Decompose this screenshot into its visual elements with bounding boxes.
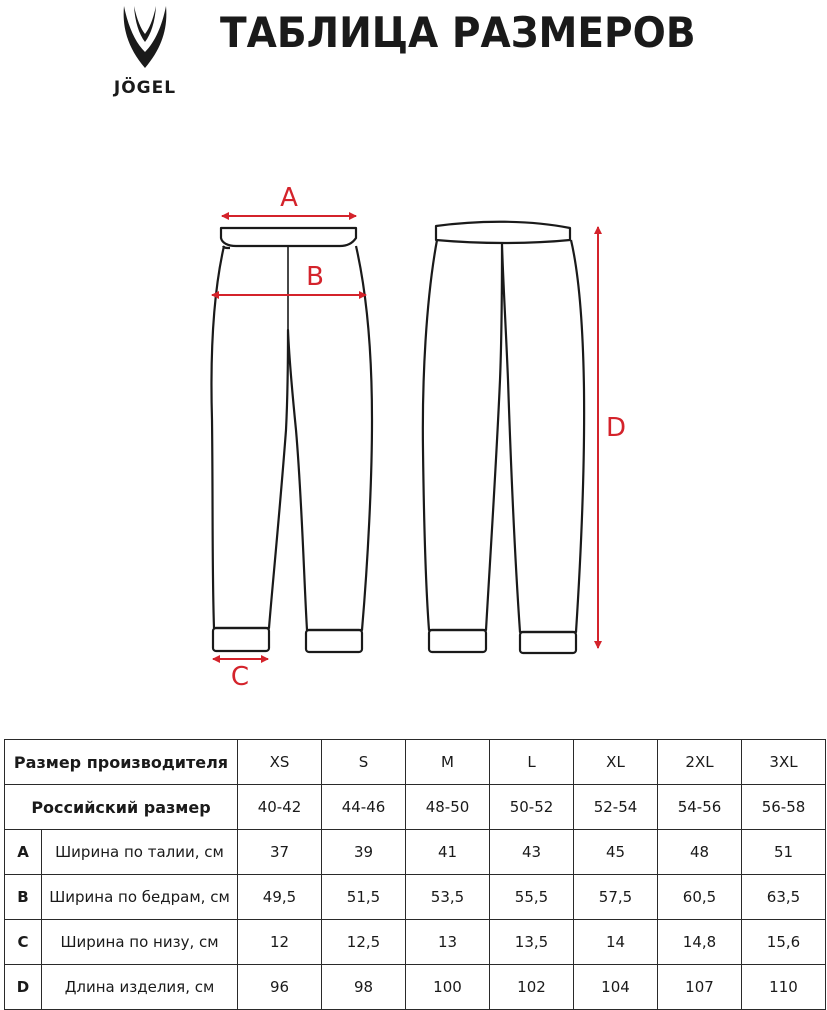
- table-cell: 51: [742, 830, 826, 875]
- row-label: Ширина по талии, см: [55, 843, 224, 861]
- table-cell: 55,5: [490, 875, 574, 920]
- pants-measurement-diagram: [0, 170, 827, 710]
- ru-size-cell: 52-54: [574, 785, 658, 830]
- table-cell: 98: [322, 965, 406, 1010]
- row-label: Длина изделия, см: [64, 978, 215, 996]
- table-cell: 100: [406, 965, 490, 1010]
- measure-arrow-b: [212, 262, 366, 295]
- page-title: ТАБЛИЦА РАЗМЕРОВ: [220, 8, 696, 57]
- jogel-emblem-icon: [120, 4, 170, 72]
- table-cell: 102: [490, 965, 574, 1010]
- ru-size-cell: 44-46: [322, 785, 406, 830]
- ru-size-cell: 54-56: [658, 785, 742, 830]
- maker-size-cell: L: [490, 740, 574, 785]
- ru-size-cell: 40-42: [238, 785, 322, 830]
- pants-front-view: [212, 228, 373, 652]
- table-cell: 41: [406, 830, 490, 875]
- maker-size-cell: S: [322, 740, 406, 785]
- measure-arrow-a: [222, 183, 356, 216]
- table-cell: 13: [406, 920, 490, 965]
- table-cell: 110: [742, 965, 826, 1010]
- table-cell: 104: [574, 965, 658, 1010]
- brand-logo: [92, 4, 198, 96]
- maker-size-label: Размер производителя: [5, 740, 238, 785]
- measure-label-d: D: [605, 413, 627, 443]
- table-cell: 13,5: [490, 920, 574, 965]
- ru-size-row: [5, 785, 826, 830]
- measure-row-header: [5, 920, 238, 965]
- measure-label-a: A: [280, 183, 298, 213]
- measure-row-b: [5, 875, 826, 920]
- row-label: Ширина по низу, см: [60, 933, 219, 951]
- table-cell: 14,8: [658, 920, 742, 965]
- maker-size-cell: 3XL: [742, 740, 826, 785]
- ru-size-label: Российский размер: [5, 785, 238, 830]
- ru-size-cell: 48-50: [406, 785, 490, 830]
- table-cell: 15,6: [742, 920, 826, 965]
- pants-back-view: [423, 222, 584, 653]
- measure-row-header: [5, 965, 238, 1010]
- measure-row-header: [5, 875, 238, 920]
- table-cell: 57,5: [574, 875, 658, 920]
- table-cell: 48: [658, 830, 742, 875]
- table-cell: 53,5: [406, 875, 490, 920]
- measure-row-d: [5, 965, 826, 1010]
- maker-size-cell: XL: [574, 740, 658, 785]
- table-cell: 96: [238, 965, 322, 1010]
- table-cell: 45: [574, 830, 658, 875]
- row-label: Ширина по бедрам, см: [49, 888, 230, 906]
- table-cell: 43: [490, 830, 574, 875]
- table-cell: 37: [238, 830, 322, 875]
- ru-size-cell: 56-58: [742, 785, 826, 830]
- measure-row-a: [5, 830, 826, 875]
- maker-size-cell: M: [406, 740, 490, 785]
- brand-name: JÖGEL: [113, 78, 177, 98]
- measure-label-c: C: [230, 662, 250, 692]
- table-cell: 14: [574, 920, 658, 965]
- table-cell: 51,5: [322, 875, 406, 920]
- table-cell: 107: [658, 965, 742, 1010]
- maker-size-cell: XS: [238, 740, 322, 785]
- table-cell: 49,5: [238, 875, 322, 920]
- table-cell: 39: [322, 830, 406, 875]
- measure-arrow-d: [598, 227, 626, 648]
- row-code: D: [5, 965, 42, 1009]
- table-cell: 12: [238, 920, 322, 965]
- ru-size-cell: 50-52: [490, 785, 574, 830]
- table-cell: 60,5: [658, 875, 742, 920]
- measure-arrow-c: [213, 659, 268, 692]
- measure-row-c: [5, 920, 826, 965]
- maker-size-row: [5, 740, 826, 785]
- maker-size-cell: 2XL: [658, 740, 742, 785]
- row-code: C: [5, 920, 42, 964]
- row-code: A: [5, 830, 42, 874]
- size-table: [4, 739, 826, 1010]
- measure-label-b: B: [306, 262, 324, 292]
- row-code: B: [5, 875, 42, 919]
- table-cell: 12,5: [322, 920, 406, 965]
- measure-row-header: [5, 830, 238, 875]
- table-cell: 63,5: [742, 875, 826, 920]
